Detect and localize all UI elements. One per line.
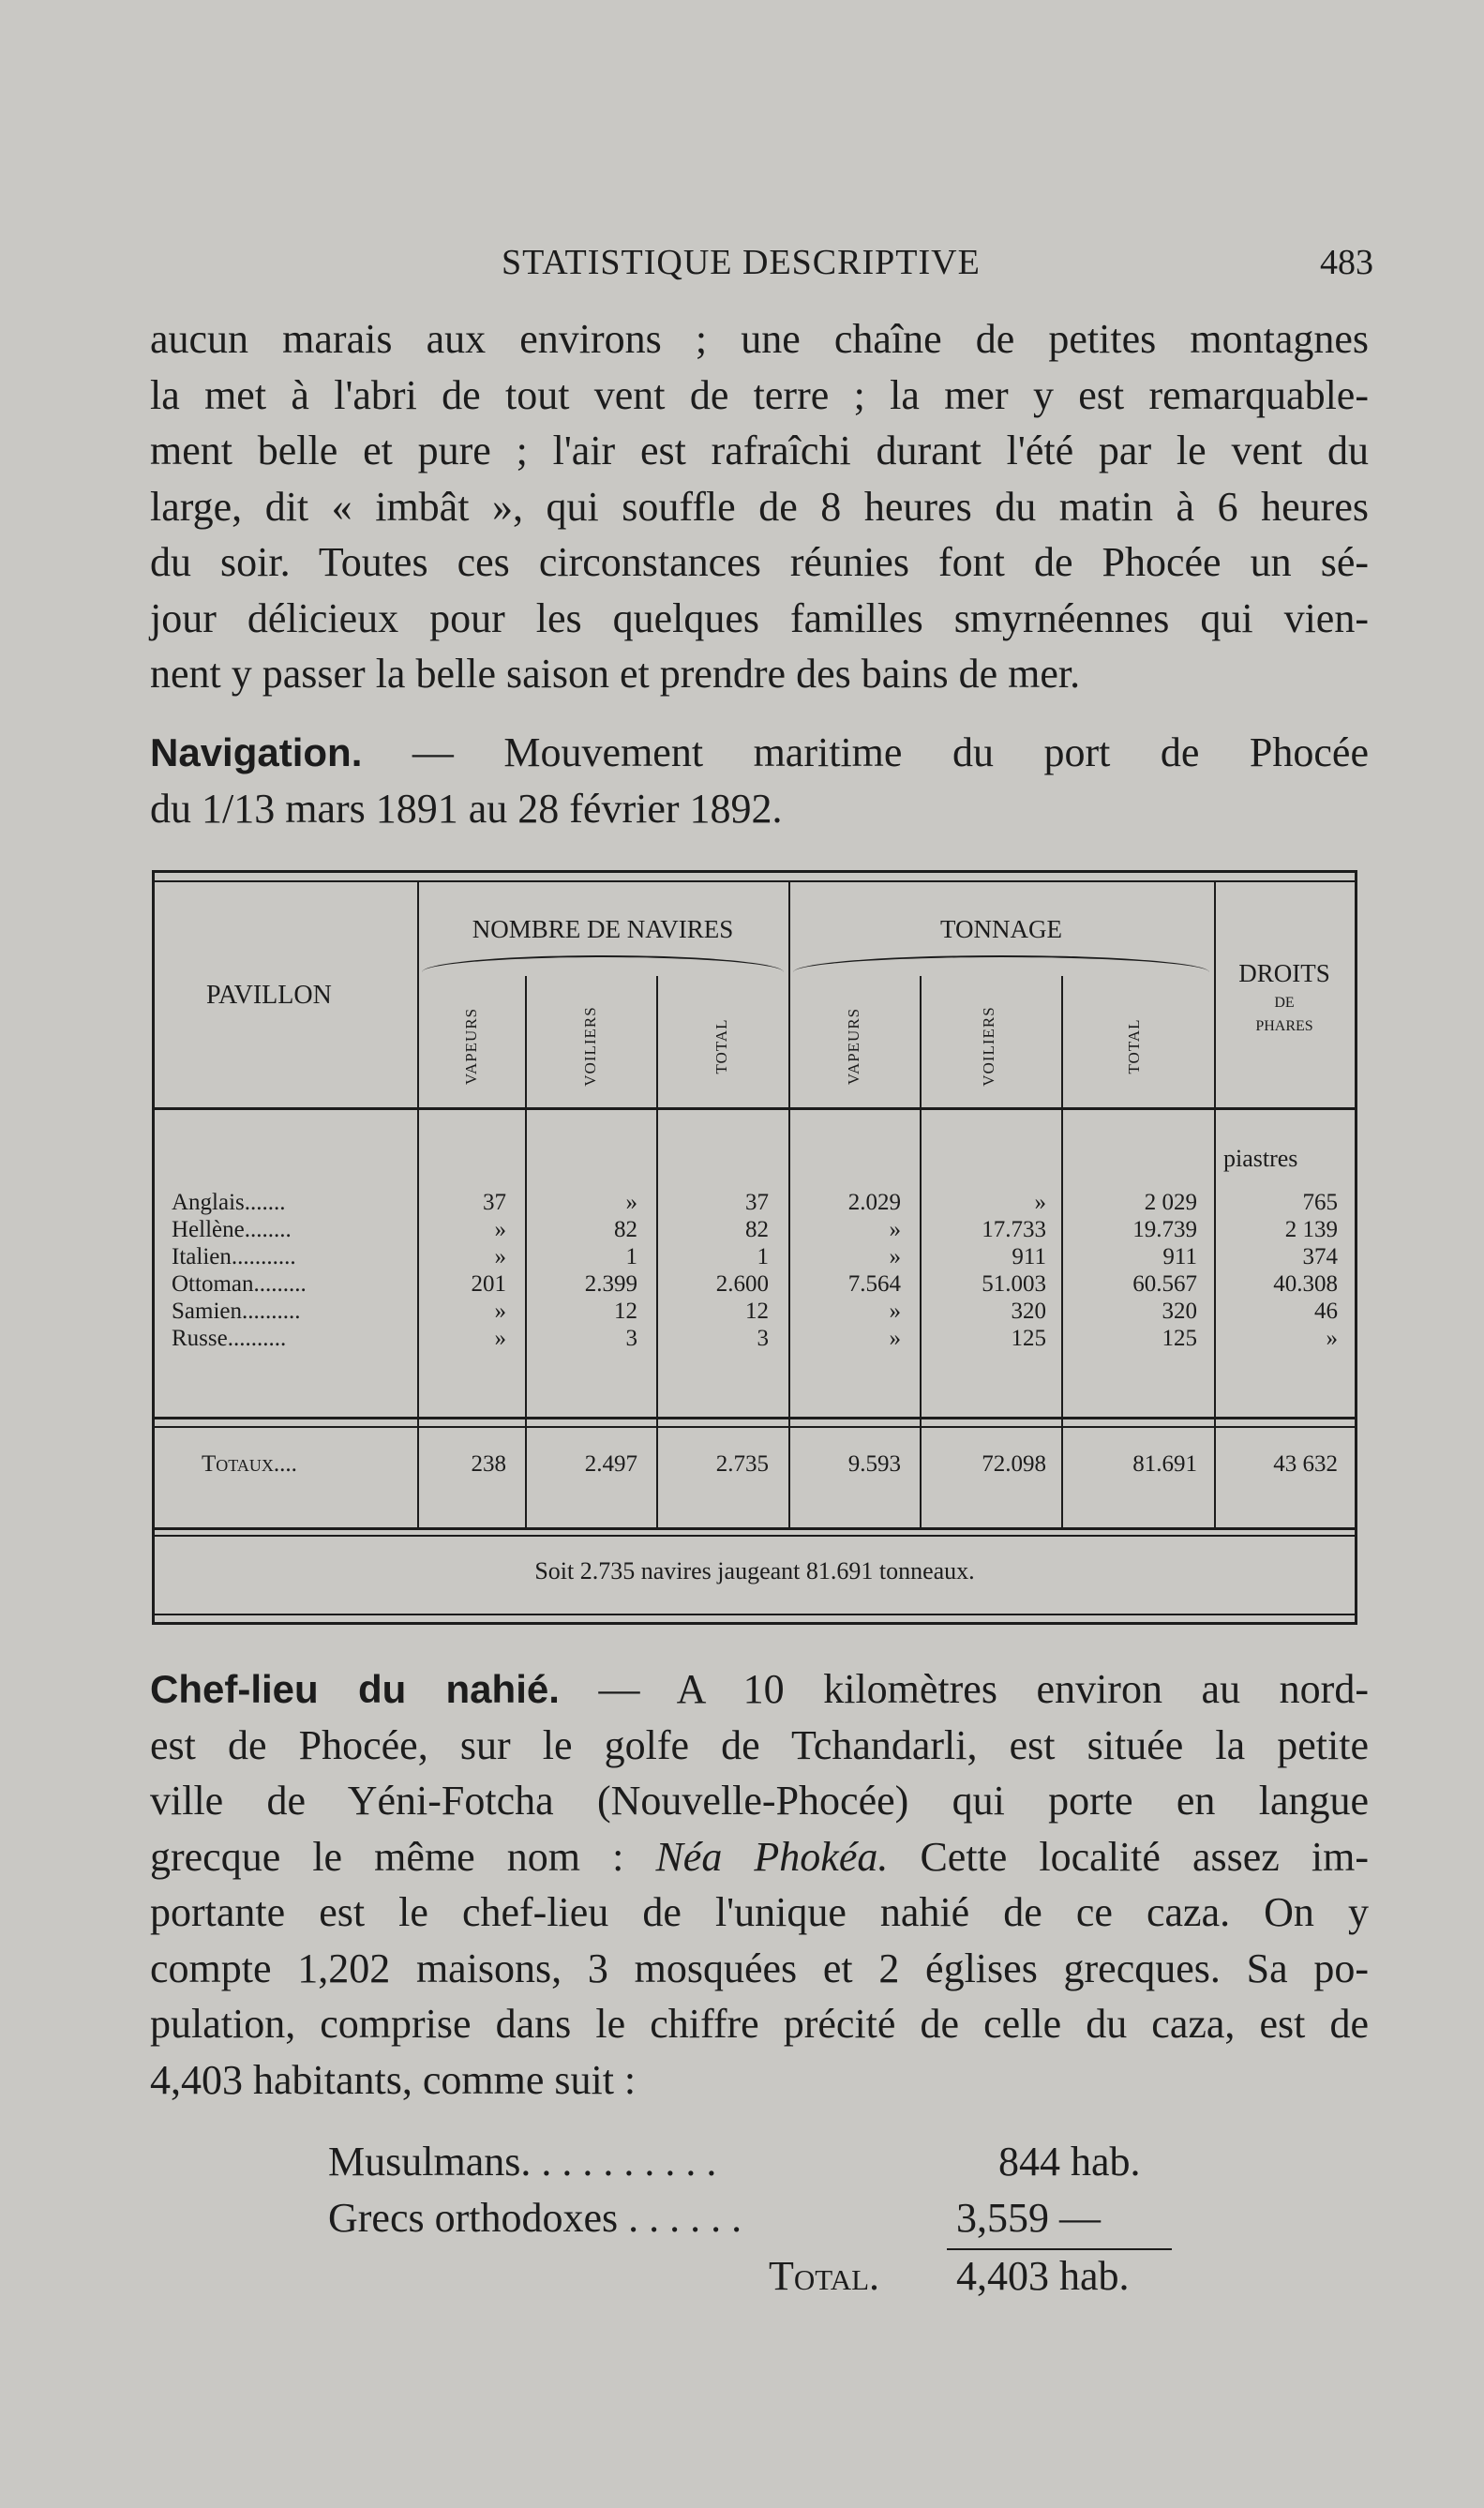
cell-navires-vapeurs: » bbox=[494, 1326, 506, 1351]
cell-tonnage-total: 60.567 bbox=[1132, 1271, 1197, 1297]
cell-droits-phares: 765 bbox=[1302, 1190, 1338, 1215]
navigation-intro: — Mouvement maritime du port de Phocée bbox=[362, 729, 1369, 775]
cell-tonnage-vapeurs: » bbox=[889, 1217, 901, 1242]
text-line: du soir. Toutes ces circonstances réunies font de Phocée un sé- bbox=[150, 539, 1369, 585]
text-line bbox=[150, 1661, 1369, 1718]
text-span: grecque le même nom : bbox=[150, 1833, 656, 1880]
cell-tonnage-voiliers: 125 bbox=[1011, 1326, 1046, 1351]
table-rule bbox=[155, 1614, 1355, 1615]
paragraph-navigation bbox=[150, 725, 1369, 836]
chef-lieu-intro: — A 10 kilomètres environ au nord- bbox=[559, 1666, 1369, 1712]
text-line bbox=[150, 1829, 1369, 1885]
row-flag: Ottoman......... bbox=[172, 1271, 307, 1297]
row-flag: Hellène........ bbox=[172, 1217, 292, 1242]
row-flag: Samien.......... bbox=[172, 1299, 301, 1324]
text-line: portante est le chef-lieu de l'unique nahié de ce caza. On y bbox=[150, 1889, 1369, 1935]
musulmans-label: Musulmans. . . . . . . . . . bbox=[328, 2139, 717, 2185]
cell-navires-total: 12 bbox=[745, 1299, 769, 1324]
paragraph-climate bbox=[150, 311, 1369, 702]
page-number: 483 bbox=[1320, 243, 1373, 282]
sum-rule bbox=[947, 2248, 1172, 2250]
running-title: STATISTIQUE DESCRIPTIVE bbox=[502, 243, 981, 282]
paragraph-chef-lieu bbox=[150, 1661, 1369, 2108]
cell-tonnage-total: 911 bbox=[1162, 1244, 1197, 1269]
cell-navires-vapeurs: » bbox=[494, 1244, 506, 1269]
cell-navires-total: 2.600 bbox=[715, 1271, 769, 1297]
total-tonnage-total: 81.691 bbox=[1132, 1451, 1197, 1477]
header-droits: DROITS bbox=[1238, 959, 1330, 987]
cell-navires-vapeurs: » bbox=[494, 1299, 506, 1324]
row-flag: Russe.......... bbox=[172, 1326, 287, 1351]
text-line: pulation, comprise dans le chiffre précité de celle du caza, est de bbox=[150, 2001, 1369, 2047]
cell-navires-voiliers: 12 bbox=[614, 1299, 637, 1324]
running-header bbox=[155, 242, 1373, 289]
chef-lieu-heading: Chef-lieu du nahié. bbox=[150, 1667, 560, 1711]
table-rule bbox=[155, 880, 1355, 882]
cell-tonnage-total: 320 bbox=[1162, 1299, 1197, 1324]
cell-tonnage-total: 2 029 bbox=[1144, 1190, 1197, 1215]
table-rule bbox=[155, 1527, 1355, 1530]
sub-header-voiliers: VOILIERS bbox=[581, 1006, 599, 1087]
cell-tonnage-vapeurs: 7.564 bbox=[847, 1271, 901, 1297]
total-tonnage-vapeurs: 9.593 bbox=[847, 1451, 901, 1477]
cell-tonnage-vapeurs: » bbox=[889, 1326, 901, 1351]
header-pavillon: PAVILLON bbox=[206, 981, 332, 1010]
cell-droits-phares: 40.308 bbox=[1273, 1271, 1338, 1297]
cell-tonnage-voiliers: 911 bbox=[1012, 1244, 1046, 1269]
row-flag: Italien........... bbox=[172, 1244, 296, 1269]
text-line: du 1/13 mars 1891 au 28 février 1892. bbox=[150, 785, 783, 832]
text-line: la met à l'abri de tout vent de terre ; la mer y est remarquable- bbox=[150, 371, 1369, 418]
sub-header-vapeurs: VAPEURS bbox=[462, 1007, 480, 1086]
cell-navires-vapeurs: » bbox=[494, 1217, 506, 1242]
cell-navires-vapeurs: 201 bbox=[471, 1271, 506, 1297]
table-summary: Soit 2.735 navires jaugeant 81.691 tonneaux. bbox=[534, 1557, 975, 1584]
cell-tonnage-vapeurs: » bbox=[889, 1299, 901, 1324]
text-line: ville de Yéni-Fotcha (Nouvelle-Phocée) qui porte en langue bbox=[150, 1778, 1369, 1824]
text-line: est de Phocée, sur le golfe de Tchandarli, est située la petite bbox=[150, 1721, 1369, 1768]
sub-header-total: TOTAL bbox=[712, 1018, 730, 1074]
text-line: 4,403 habitants, comme suit : bbox=[150, 2056, 637, 2103]
total-tonnage-voiliers: 72.098 bbox=[982, 1451, 1046, 1477]
total-navires-voiliers: 2.497 bbox=[584, 1451, 637, 1477]
cell-droits-phares: » bbox=[1326, 1326, 1338, 1351]
text-line: aucun marais aux environs ; une chaîne de petites montagnes bbox=[150, 316, 1369, 362]
total-value: 4,403 hab. bbox=[956, 2253, 1130, 2299]
cell-tonnage-voiliers: 51.003 bbox=[982, 1271, 1046, 1297]
table-rule bbox=[155, 1107, 1355, 1110]
total-navires-total: 2.735 bbox=[715, 1451, 769, 1477]
cell-tonnage-voiliers: » bbox=[1034, 1190, 1046, 1215]
header-tonnage: TONNAGE bbox=[940, 915, 1062, 943]
text-line: large, dit « imbât », qui souffle de 8 heures du matin à 6 heures bbox=[150, 483, 1369, 530]
cell-droits-phares: 2 139 bbox=[1284, 1217, 1338, 1242]
sub-header-total: TOTAL bbox=[1125, 1018, 1143, 1074]
cell-navires-voiliers: 2.399 bbox=[584, 1271, 637, 1297]
text-line: ment belle et pure ; l'air est rafraîchi durant l'été par le vent du bbox=[150, 428, 1369, 473]
grecs-value: 3,559 — bbox=[956, 2195, 1101, 2241]
sub-header-vapeurs: VAPEURS bbox=[845, 1007, 862, 1086]
row-flag: Anglais....... bbox=[172, 1190, 286, 1215]
cell-droits-phares: 374 bbox=[1302, 1244, 1338, 1269]
cell-droits-phares: 46 bbox=[1314, 1299, 1338, 1324]
total-label: Total. bbox=[769, 2253, 880, 2299]
cell-tonnage-vapeurs: 2.029 bbox=[847, 1190, 901, 1215]
cell-tonnage-total: 125 bbox=[1162, 1326, 1197, 1351]
text-line: jour délicieux pour les quelques familles smyrnéennes qui vien- bbox=[150, 594, 1369, 641]
totals-label: Totaux.... bbox=[202, 1451, 297, 1477]
cell-navires-voiliers: 3 bbox=[625, 1326, 637, 1351]
musulmans-value: 844 hab. bbox=[998, 2139, 1141, 2185]
header-droits-de: DE bbox=[1274, 995, 1295, 1011]
cell-navires-total: 3 bbox=[757, 1326, 769, 1351]
header-nombre-navires: NOMBRE DE NAVIRES bbox=[472, 915, 734, 943]
header-brace bbox=[793, 955, 1209, 972]
cell-navires-voiliers: 82 bbox=[614, 1217, 637, 1242]
text-line: compte 1,202 maisons, 3 mosquées et 2 églises grecques. Sa po- bbox=[150, 1945, 1369, 1991]
text-span: Cette localité assez im- bbox=[888, 1833, 1370, 1880]
cell-navires-total: 1 bbox=[757, 1244, 769, 1269]
cell-tonnage-vapeurs: » bbox=[889, 1244, 901, 1269]
cell-navires-total: 37 bbox=[745, 1190, 769, 1215]
cell-tonnage-total: 19.739 bbox=[1132, 1217, 1197, 1242]
total-droits-phares: 43 632 bbox=[1273, 1451, 1338, 1477]
header-brace bbox=[422, 955, 784, 972]
cell-navires-vapeurs: 37 bbox=[483, 1190, 506, 1215]
cell-navires-total: 82 bbox=[745, 1217, 769, 1242]
sub-header-voiliers: VOILIERS bbox=[980, 1006, 997, 1087]
header-droits-phares: PHARES bbox=[1255, 1018, 1313, 1034]
navigation-heading: Navigation. bbox=[150, 730, 363, 774]
table-rule bbox=[155, 1426, 1355, 1428]
cell-navires-voiliers: 1 bbox=[625, 1244, 637, 1269]
table-rule bbox=[155, 1417, 1355, 1419]
grecs-label: Grecs orthodoxes . . . . . . bbox=[328, 2195, 742, 2241]
greek-name: Néa Phokéa. bbox=[655, 1833, 889, 1880]
total-navires-vapeurs: 238 bbox=[471, 1451, 506, 1477]
unit-piastres: piastres bbox=[1223, 1145, 1298, 1172]
text-line: nent y passer la belle saison et prendre des bains de mer. bbox=[150, 651, 1081, 697]
maritime-movement-table bbox=[152, 870, 1357, 1625]
table-rule bbox=[155, 1535, 1355, 1537]
cell-tonnage-voiliers: 17.733 bbox=[982, 1217, 1046, 1242]
cell-tonnage-voiliers: 320 bbox=[1011, 1299, 1046, 1324]
text-line bbox=[150, 725, 1369, 781]
cell-navires-voiliers: » bbox=[625, 1190, 637, 1215]
